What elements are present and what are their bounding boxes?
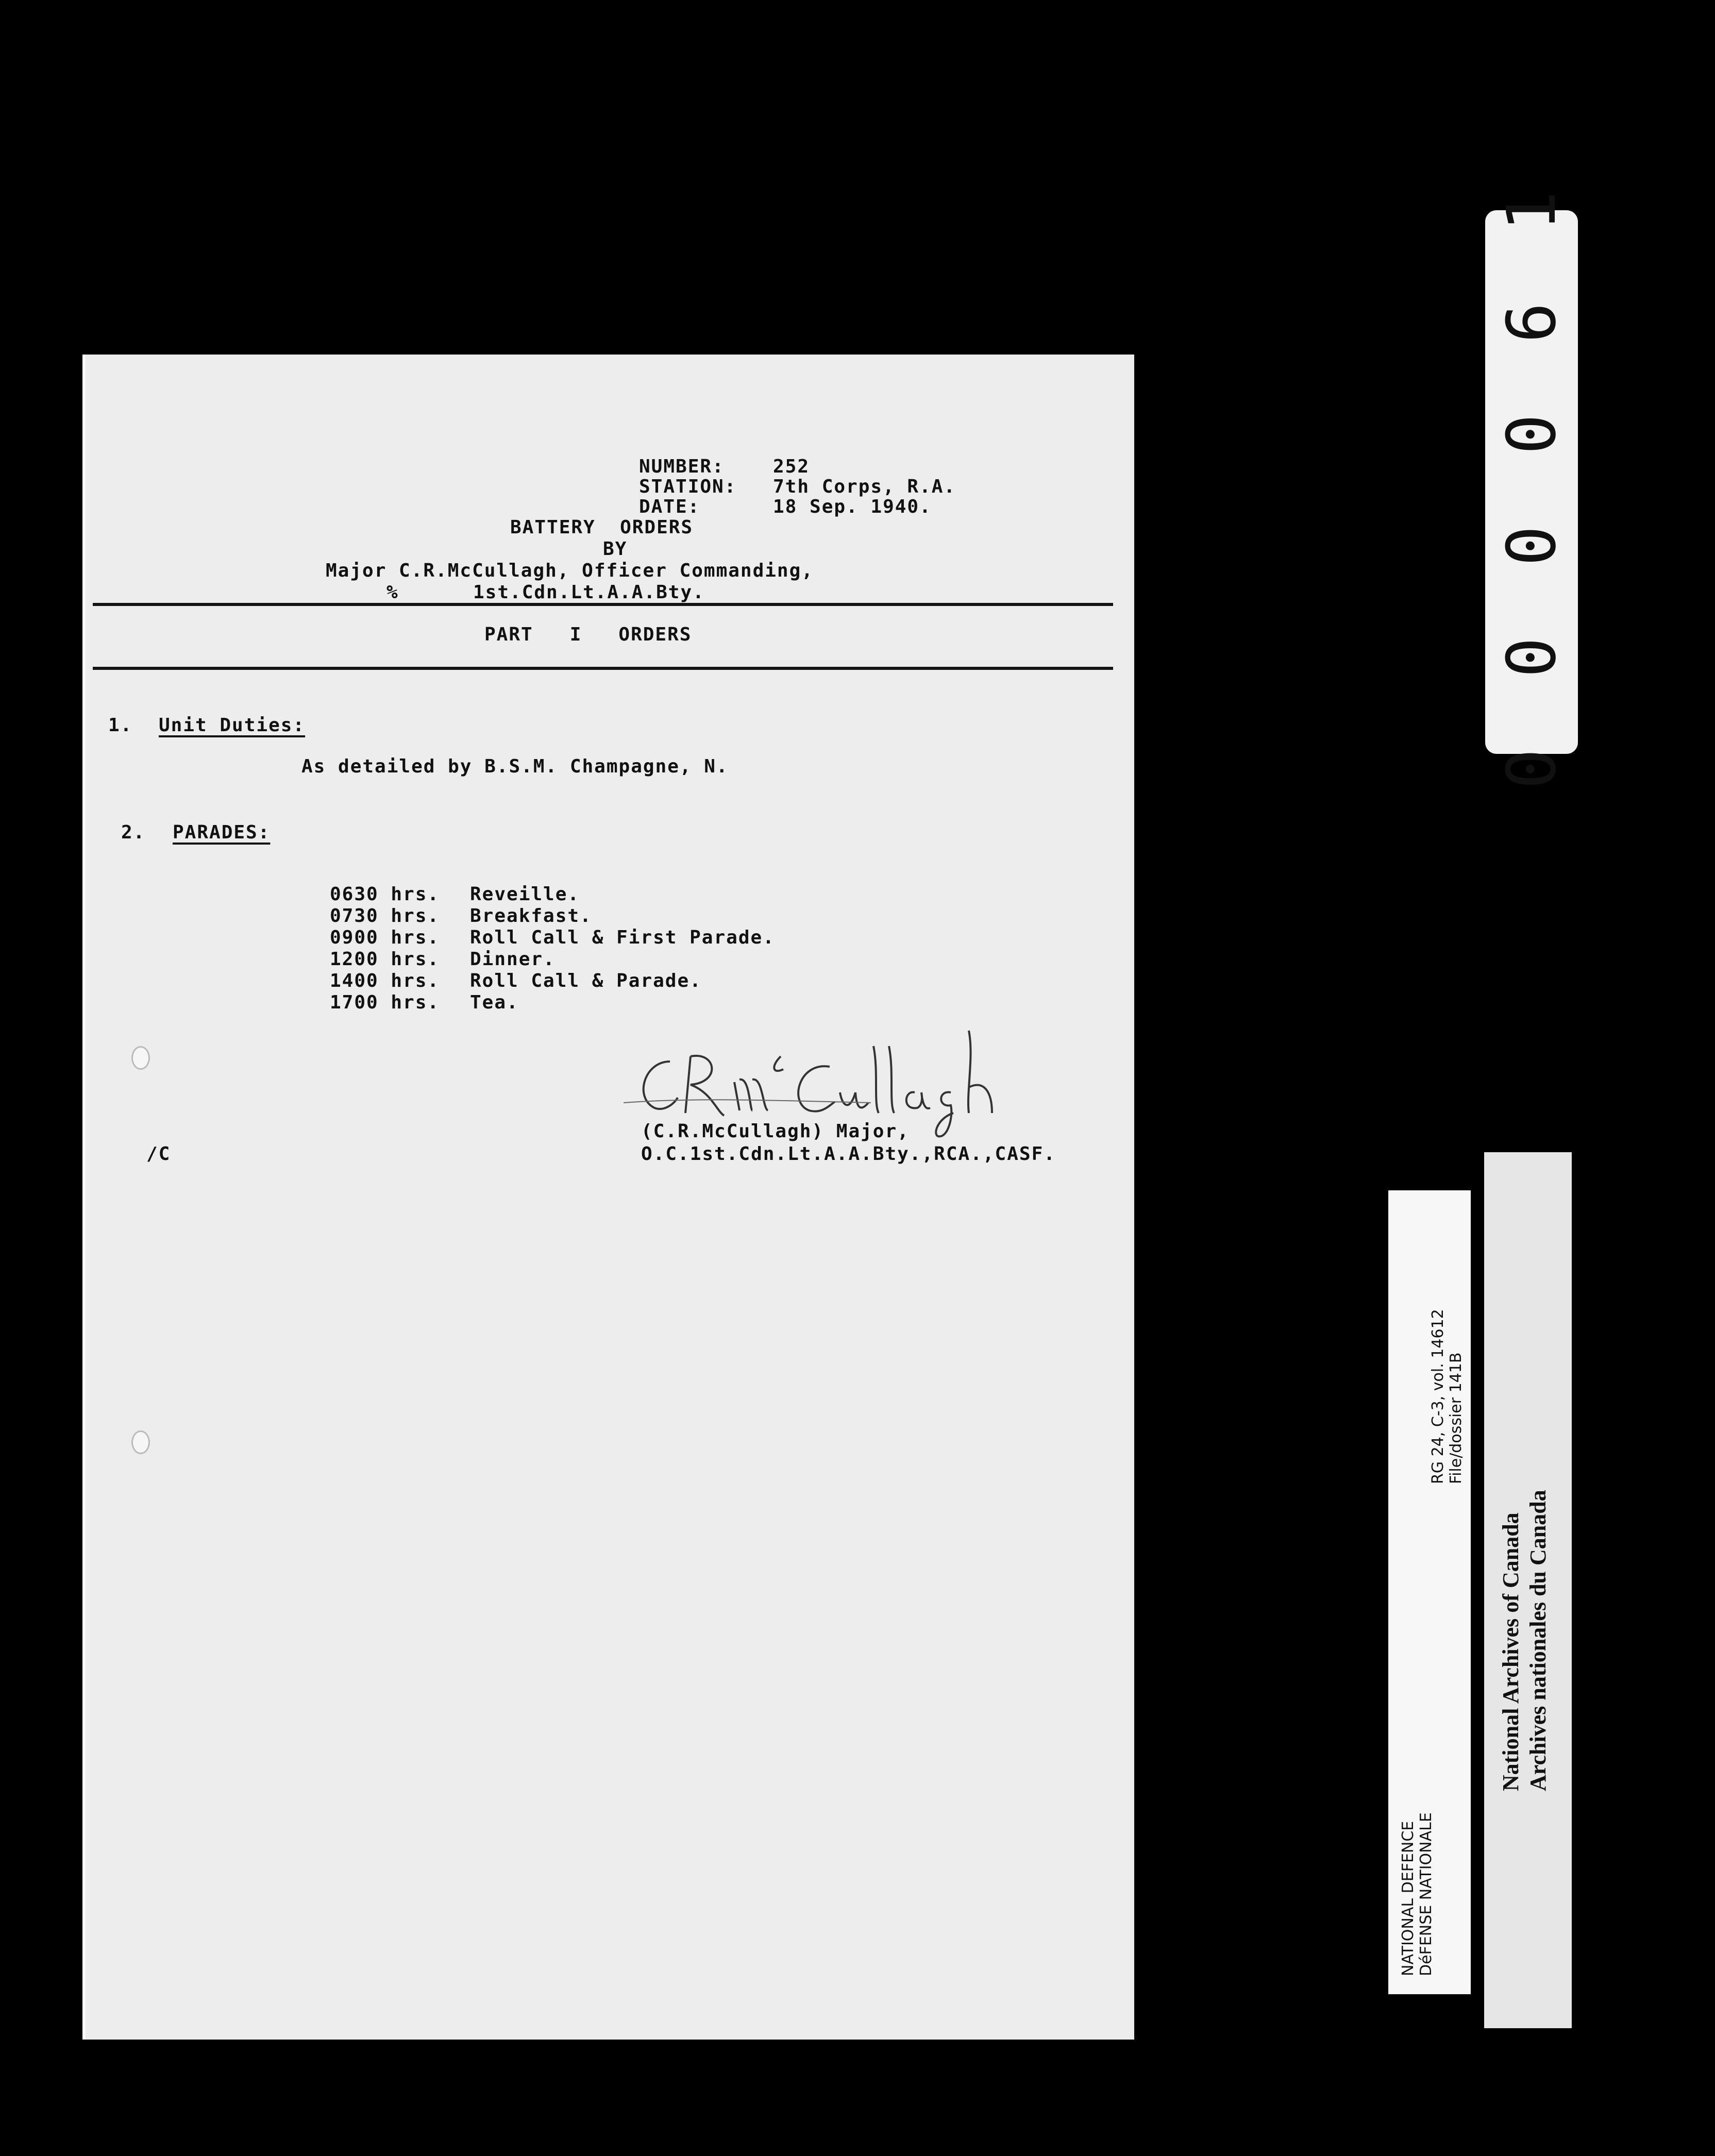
label-line: Archives nationales du Canada (1525, 1490, 1551, 1791)
parade-event: Breakfast. (470, 905, 592, 927)
signatory-unit: O.C.1st.Cdn.Lt.A.A.Bty.,RCA.,CASF. (641, 1143, 1056, 1165)
part-heading: PART I ORDERS (484, 624, 692, 645)
parade-time: 1200 hrs. (330, 949, 440, 970)
bottom-rule (93, 667, 1113, 670)
national-archives-label (1484, 1152, 1572, 2028)
label-line: RG 24, C-3, vol. 14612 (1429, 1309, 1447, 1484)
parade-time: 1400 hrs. (330, 970, 440, 991)
unit-name: 1st.Cdn.Lt.A.A.Bty. (473, 582, 705, 603)
margin-mark: % (386, 582, 399, 603)
parade-time: 0730 hrs. (330, 905, 440, 927)
number-label: NUMBER: (639, 456, 725, 477)
orders-by: BY (603, 538, 628, 560)
parade-time: 1700 hrs. (330, 992, 440, 1013)
top-rule (93, 603, 1113, 606)
commanding-officer: Major C.R.McCullagh, Officer Commanding, (326, 560, 814, 581)
frame-number: 0 0 0 0 6 1 (1492, 175, 1571, 789)
orders-title: BATTERY ORDERS (510, 517, 694, 538)
station-label: STATION: (639, 476, 737, 497)
typist-mark: /C (146, 1143, 171, 1165)
section-number: 1. (108, 715, 133, 736)
label-line: DéFENSE NATIONALE (1417, 1812, 1435, 1976)
label-line: National Archives of Canada (1498, 1512, 1523, 1791)
label-line: File/dossier 141B (1447, 1352, 1465, 1484)
frame-number-tag (1485, 175, 1578, 789)
punch-hole (131, 1430, 150, 1454)
parade-time: 0900 hrs. (330, 927, 440, 948)
punch-hole (131, 1046, 150, 1070)
parade-event: Roll Call & Parade. (470, 970, 702, 991)
document-page (82, 355, 1134, 2040)
parade-event: Dinner. (470, 949, 556, 970)
national-defence-label (1388, 1190, 1471, 1994)
parade-time: 0630 hrs. (330, 884, 440, 905)
date-value: 18 Sep. 1940. (773, 496, 932, 517)
signatory-name: (C.R.McCullagh) Major, (641, 1121, 910, 1142)
section-heading: PARADES: (173, 822, 271, 843)
parade-event: Roll Call & First Parade. (470, 927, 775, 948)
parade-event: Tea. (470, 992, 519, 1013)
date-label: DATE: (639, 496, 700, 517)
station-value: 7th Corps, R.A. (773, 476, 956, 497)
section-body: As detailed by B.S.M. Champagne, N. (301, 756, 729, 777)
section-heading: Unit Duties: (159, 715, 306, 736)
number-value: 252 (773, 456, 810, 477)
parade-event: Reveille. (470, 884, 580, 905)
label-line: NATIONAL DEFENCE (1399, 1821, 1417, 1976)
section-number: 2. (121, 822, 146, 843)
